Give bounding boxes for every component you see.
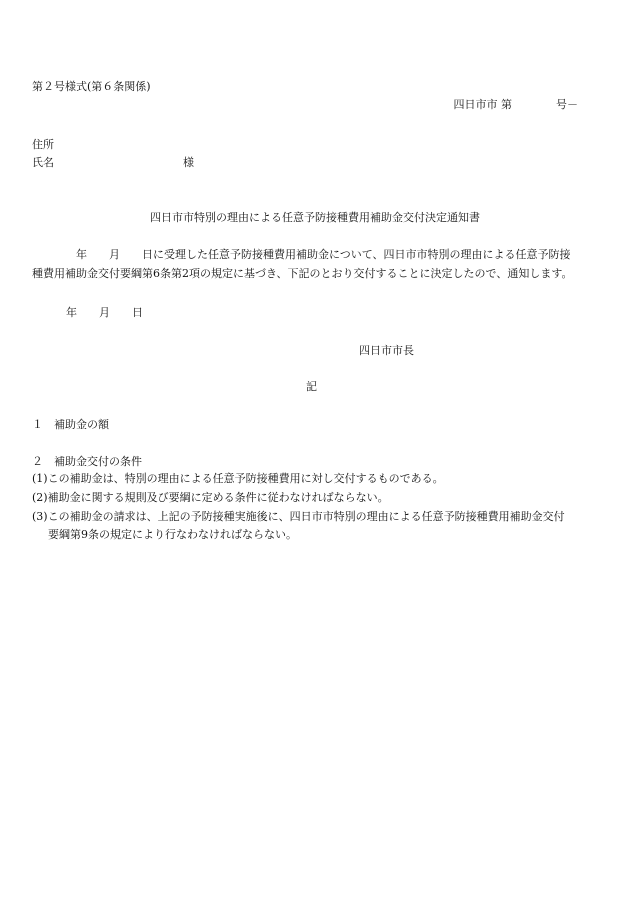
item-subsidy-amount: １ 補助金の額 [32, 418, 109, 431]
condition-3-line-2: 要綱第9条の規定により行なわなければならない。 [48, 528, 297, 541]
ki-heading: 記 [306, 380, 317, 393]
condition-2: (2)補助金に関する規則及び要綱に定める条件に従わなければならない。 [32, 491, 389, 504]
item-grant-conditions: ２ 補助金交付の条件 [32, 455, 142, 468]
condition-1: (1)この補助金は、特別の理由による任意予防接種費用に対し交付するものである。 [32, 472, 444, 485]
name-label: 氏名 [32, 156, 54, 169]
issuer-mayor: 四日市市長 [359, 344, 414, 357]
body-line-2: 種費用補助金交付要綱第6条第2項の規定に基づき、下記のとおり交付することに決定したので、通知します。 [32, 267, 573, 280]
date-line: 年 月 日 [66, 306, 143, 319]
honorific-sama: 様 [183, 156, 194, 169]
condition-3-line-1: (3)この補助金の請求は、上記の予防接種実施後に、四日市市特別の理由による任意予防接種費用補助金交付 [32, 510, 565, 523]
document-title: 四日市市特別の理由による任意予防接種費用補助金交付決定通知書 [150, 211, 480, 224]
address-label: 住所 [32, 138, 54, 151]
body-line-1: 年 月 日に受理した任意予防接種費用補助金について、四日市市特別の理由による任意予防接 [32, 248, 571, 261]
document-number: 四日市市 第 号－ [453, 98, 578, 111]
form-label: 第２号様式(第６条関係) [32, 80, 151, 93]
